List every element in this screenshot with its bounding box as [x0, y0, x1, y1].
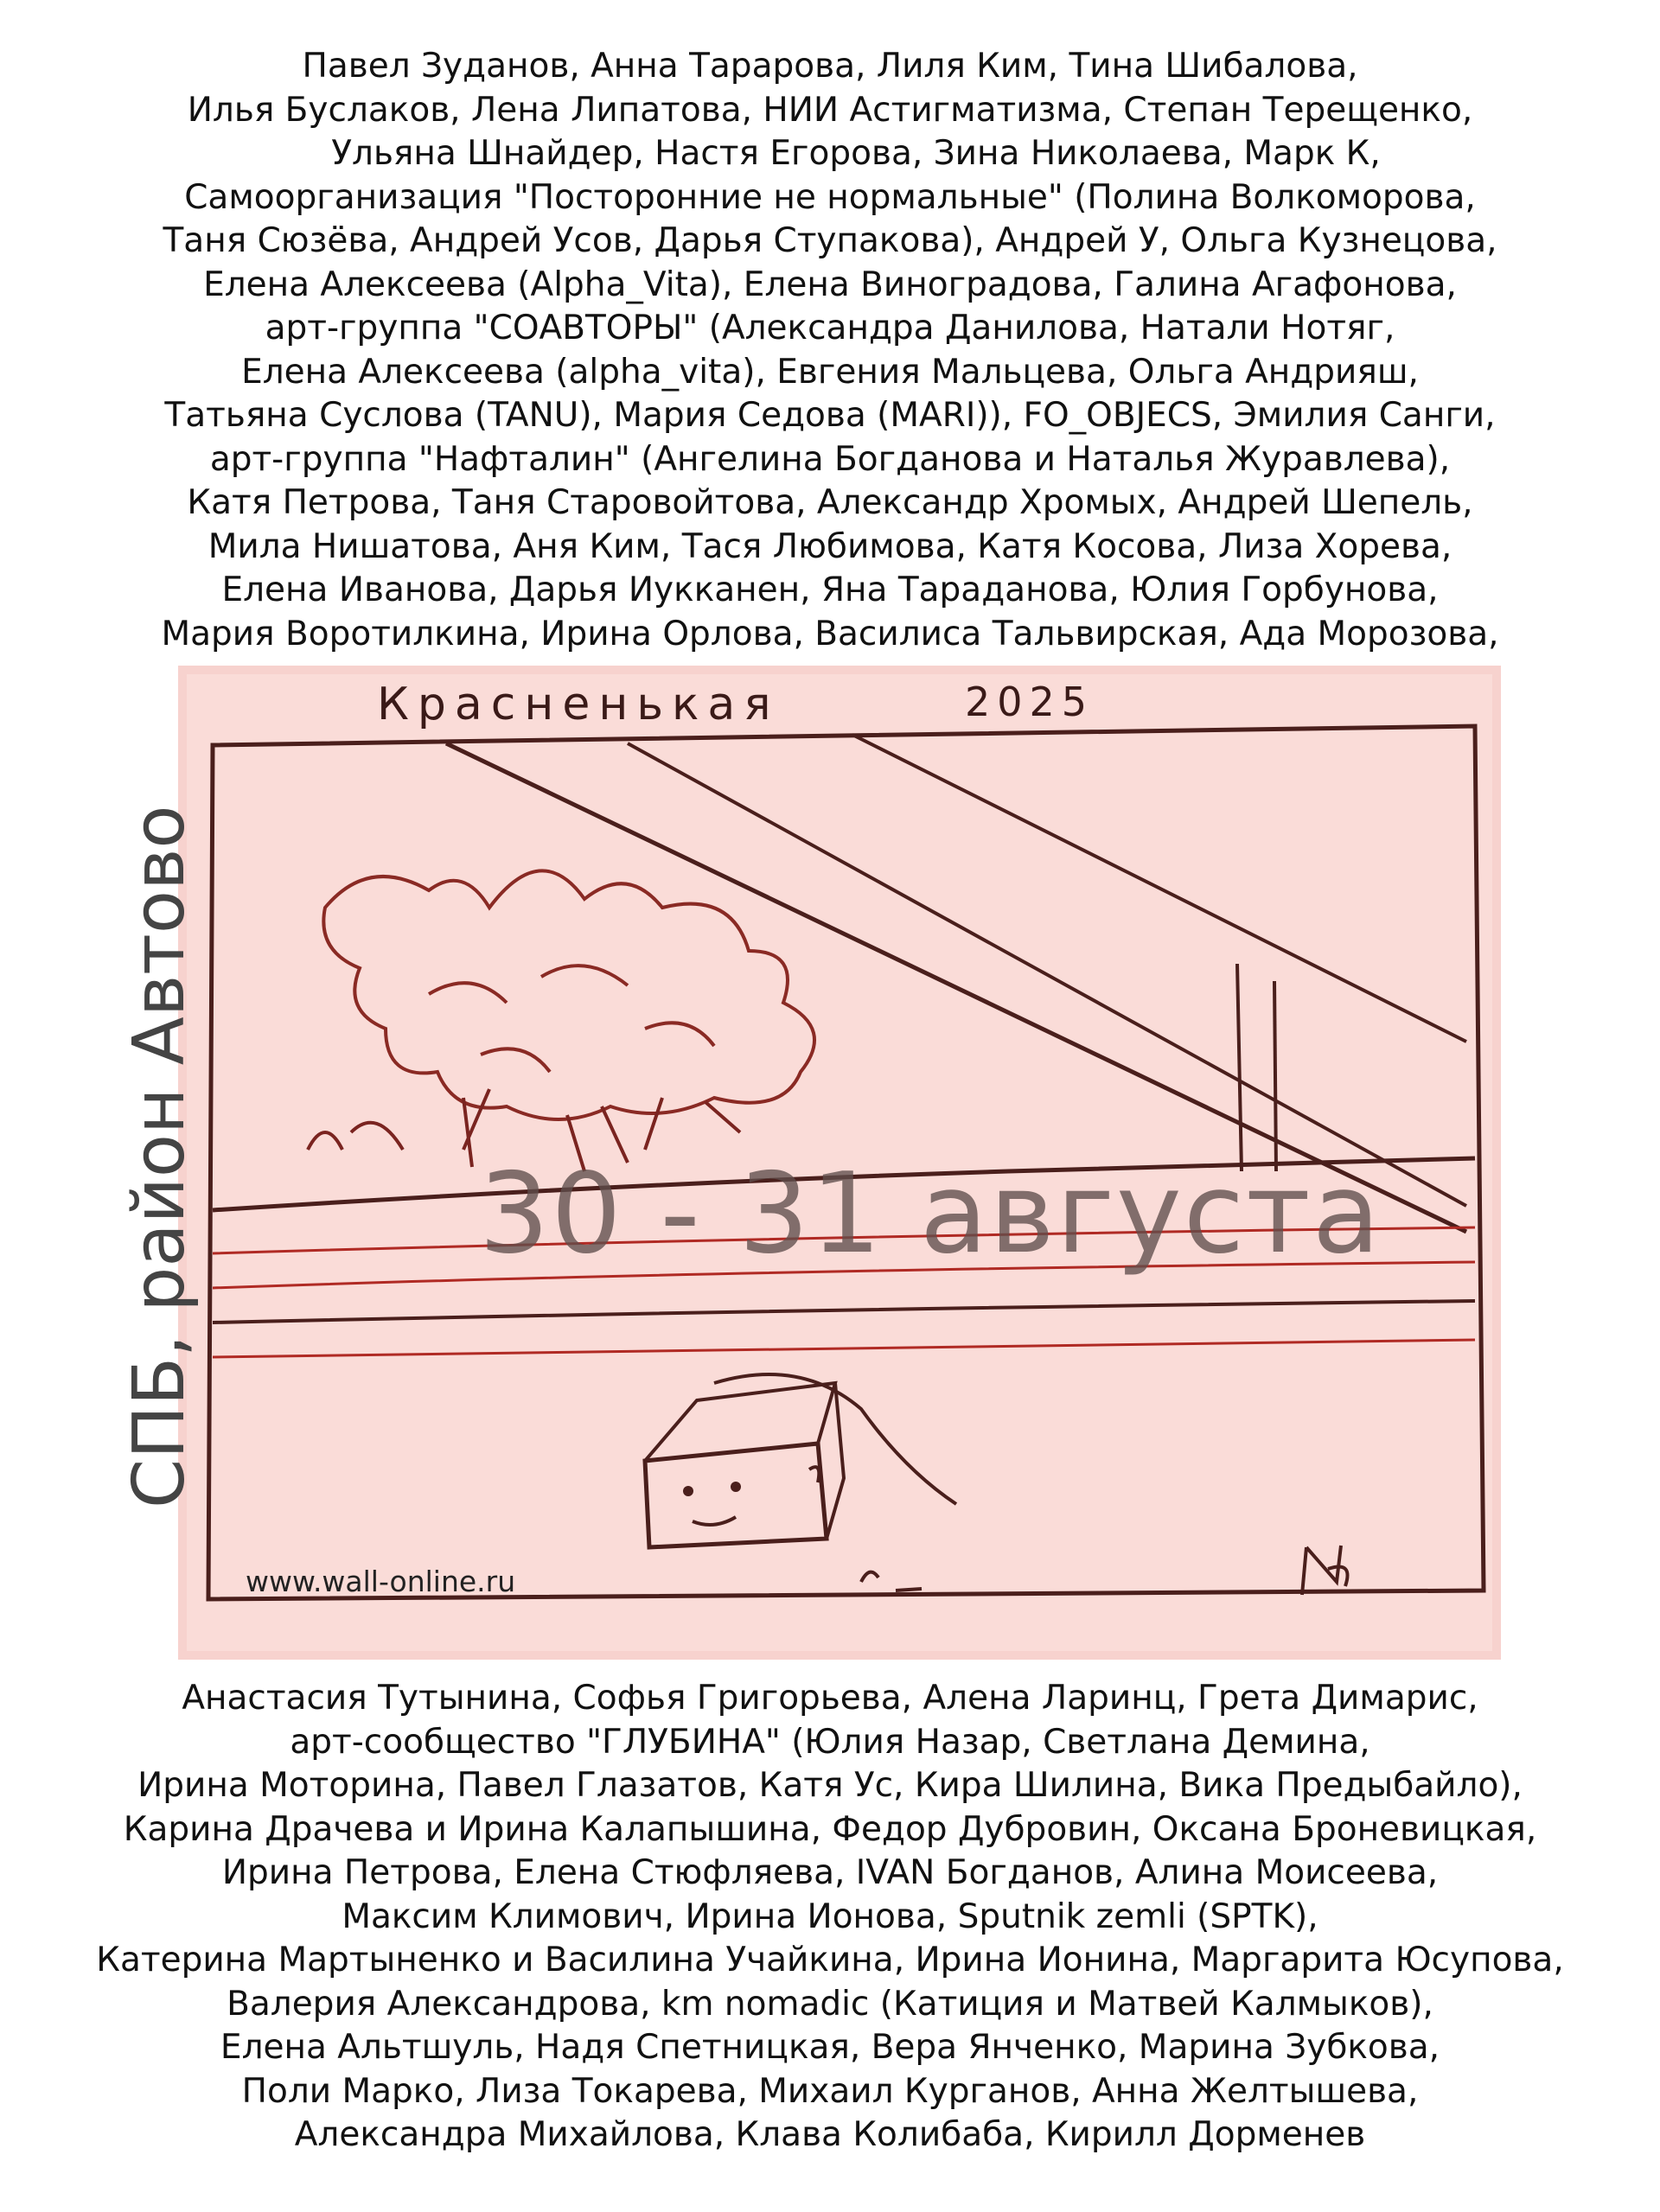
- participant-line: Елена Иванова, Дарья Иукканен, Яна Тараданова, Юлия Горбунова,: [221, 571, 1439, 609]
- participant-line: Катя Петрова, Таня Старовойтова, Александр Хромых, Андрей Шепель,: [187, 483, 1473, 522]
- box-mark: [809, 1467, 819, 1482]
- participants-list-bottom: [0, 1677, 1660, 2158]
- participant-line: Илья Буслаков, Лена Липатова, НИИ Астигматизма, Степан Терещенко,: [187, 90, 1473, 130]
- box-eye: [731, 1482, 741, 1492]
- box-character: [645, 1383, 844, 1539]
- event-dates: 30 - 31 августа: [478, 1150, 1382, 1278]
- participant-line: арт-группа "СОАВТОРЫ" (Александра Данилова, Натали Нотяг,: [265, 309, 1395, 347]
- participant-line: Анастасия Тутынина, Софья Григорьева, Алена Ларинц, Грета Димарис,: [182, 1679, 1478, 1718]
- box-eye: [683, 1486, 693, 1496]
- participant-line: Мария Воротилкина, Ирина Орлова, Василиса Тальвирская, Ада Морозова,: [161, 614, 1499, 653]
- poster-drawing: [178, 666, 1501, 1660]
- participant-line: Ирина Петрова, Елена Стюфляева, IVAN Богданов, Алина Моисеева,: [221, 1853, 1439, 1892]
- location-label: СПБ, район Автово: [118, 805, 201, 1508]
- participant-line: Катерина Мартыненко и Василина Учайкина, Ирина Ионина, Маргарита Юсупова,: [96, 1941, 1564, 1979]
- bridge-pillar: [1274, 981, 1276, 1171]
- participant-line: Валерия Александрова, km nomadic (Катиция и Матвей Калмыков),: [227, 1984, 1433, 2024]
- participants-list-top: [0, 45, 1660, 656]
- participant-line: Елена Алексеева (alpha_vita), Евгения Мальцева, Ольга Андрияш,: [241, 352, 1419, 392]
- river-line: [213, 1340, 1475, 1357]
- artist-signature: [1302, 1546, 1348, 1595]
- participant-line: Елена Альтшуль, Надя Спетницкая, Вера Янченко, Марина Зубкова,: [220, 2028, 1440, 2067]
- handwritten-title: Красненькая: [377, 679, 780, 730]
- participant-line: Самоорганизация "Посторонние не нормальные" (Полина Волкоморова,: [184, 177, 1476, 217]
- participant-line: Павел Зуданов, Анна Тарарова, Лиля Ким, Тина Шибалова,: [302, 47, 1358, 86]
- participant-line: Ирина Моторина, Павел Глазатов, Катя Ус, Кира Шилина, Вика Предыбайло),: [137, 1766, 1523, 1805]
- participant-line: Карина Драчева и Ирина Калапышина, Федор Дубровин, Оксана Броневицкая,: [123, 1809, 1537, 1849]
- box-character: [645, 1444, 827, 1547]
- bridge-line: [852, 735, 1466, 1042]
- participant-line: Елена Алексеева (Alpha_Vita), Елена Виноградова, Галина Агафонова,: [203, 265, 1457, 304]
- river-line: [213, 1301, 1475, 1323]
- tree-scribble: [429, 966, 714, 1072]
- participant-line: арт-группа "Нафталин" (Ангелина Богданова и Наталья Журавлева),: [209, 439, 1451, 479]
- participant-line: арт-сообщество "ГЛУБИНА" (Юлия Назар, Светлана Демина,: [290, 1722, 1370, 1762]
- participant-line: Татьяна Суслова (TANU), Мария Седова (MARI)), FO_OBJECS, Эмилия Санги,: [164, 396, 1496, 435]
- website-link[interactable]: www.wall-online.ru: [246, 1565, 516, 1598]
- participant-line: Ульяна Шнайдер, Настя Егорова, Зина Николаева, Марк К,: [331, 134, 1381, 173]
- participant-line: Поли Марко, Лиза Токарева, Михаил Курганов, Анна Желтышева,: [241, 2071, 1419, 2111]
- handwritten-year: 2025: [965, 679, 1095, 725]
- bridge-line: [628, 743, 1466, 1206]
- participant-line: Максим Климович, Ирина Ионова, Sputnik zemli (SPTK),: [342, 1896, 1318, 1936]
- ground-mark: [861, 1572, 922, 1590]
- participant-line: Александра Михайлова, Клава Колибаба, Кирилл Дорменев: [294, 2115, 1366, 2154]
- bridge-pillar: [1237, 964, 1242, 1171]
- box-mouth: [693, 1517, 736, 1525]
- bush-scribble: [308, 1123, 403, 1150]
- tree-scribble: [323, 870, 814, 1119]
- participant-line: Мила Нишатова, Аня Ким, Тася Любимова, Катя Косова, Лиза Хорева,: [208, 526, 1452, 566]
- participant-line: Таня Сюзёва, Андрей Усов, Дарья Ступакова), Андрей У, Ольга Кузнецова,: [163, 221, 1497, 260]
